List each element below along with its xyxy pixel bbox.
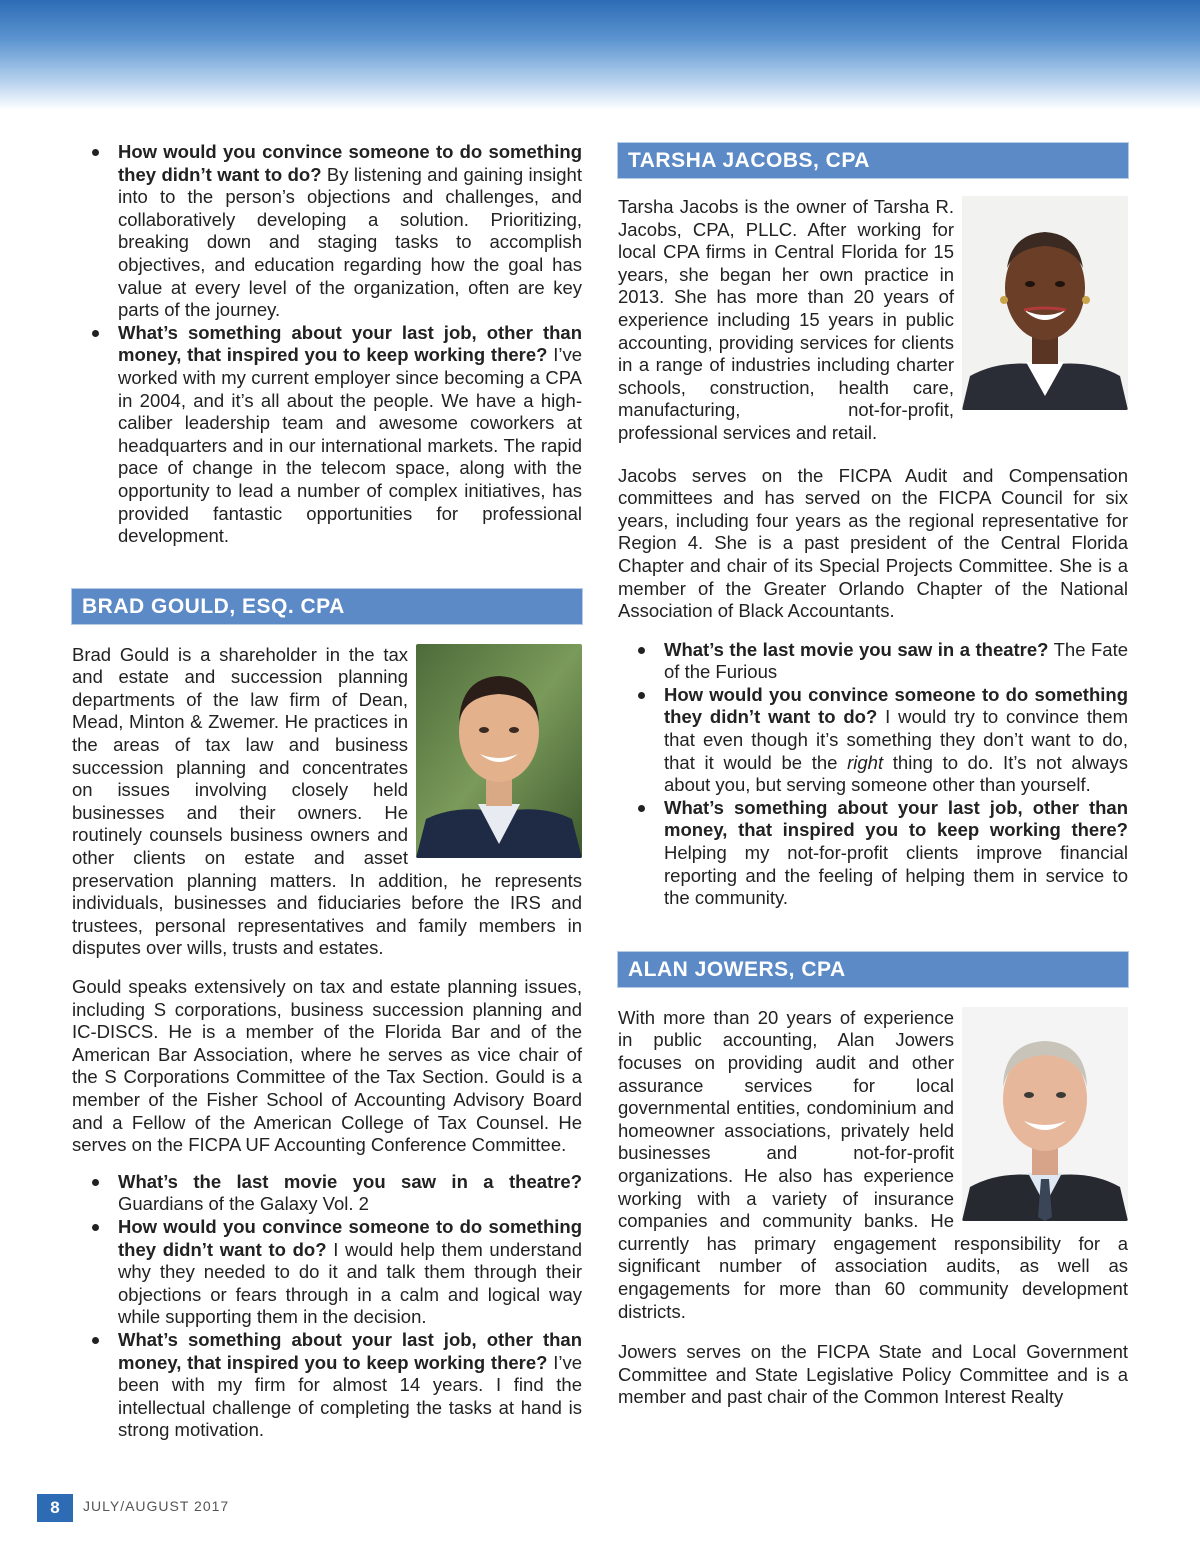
portrait-image bbox=[962, 1007, 1128, 1221]
alan-jowers-bio bbox=[618, 1007, 1128, 1409]
answer: The Fate of the Furious bbox=[664, 638, 1128, 683]
left-column bbox=[72, 141, 582, 1442]
answer: I’ve been with my firm for almost 14 years. I find the intellectual challenge of completing the tasks at hand is strong motivation. bbox=[118, 1351, 582, 1441]
question: What’s something about your last job, other than money, that inspired you to keep working there? bbox=[118, 1328, 582, 1373]
list-item bbox=[118, 1216, 582, 1329]
list-item bbox=[118, 1171, 582, 1216]
right-column bbox=[618, 143, 1128, 1409]
alan-jowers-photo bbox=[962, 1007, 1128, 1221]
list-item bbox=[664, 639, 1128, 684]
answer: I’ve worked with my current employer since becoming a CPA in 2004, and it’s all about the people. We have a high-caliber leadership team and awesome coworkers at headquarters and in our international markets. The rapid pace of change in the telecom space, along with the opportunity to lead a number of complex initiatives, has provided fantastic opportunities for professional development. bbox=[118, 344, 582, 547]
question: What’s the last movie you saw in a theatre? bbox=[118, 1170, 582, 1192]
list-item bbox=[118, 1329, 582, 1442]
paragraph: Jacobs serves on the FICPA Audit and Compensation committees and has served on the FICPA Council for six years, including four years as the regional representative for Region 4. She is a past president of the Central Florida Chapter and chair of its Special Projects Committee. She is a member of the Greater Orlando Chapter of the National Association of Black Accountants. bbox=[618, 464, 1128, 622]
question: How would you convince someone to do something they didn’t want to do? bbox=[118, 1215, 582, 1260]
brad-gould-bio bbox=[72, 644, 582, 1157]
intro-qa-list bbox=[72, 141, 582, 548]
top-gradient-band bbox=[0, 0, 1200, 110]
answer: I would try to convince them that even though it’s something they don’t want to do, that it would be the bbox=[664, 706, 1128, 773]
tarsha-jacobs-photo bbox=[962, 196, 1128, 410]
brad-gould-photo bbox=[416, 644, 582, 858]
section-header-alan-jowers: ALAN JOWERS, CPA bbox=[618, 952, 1128, 987]
answer: I would help them understand why they needed to do it and talk them through their objections or fears through in a calm and logical way while supporting them in the decision. bbox=[118, 1238, 582, 1328]
paragraph: Tarsha Jacobs is the owner of Tarsha R. Jacobs, CPA, PLLC. After working for local CPA firms in Central Florida for 15 years, she began her own practice in 2013. She has more than 20 years of experience including 15 years in public accounting, providing services for clients in a range of industries including charter schools, construction, health care, manufacturing, not-for-profit, professional services and retail. bbox=[618, 196, 954, 443]
answer: Helping my not-for-profit clients improve financial reporting and the feeling of helping them in service to the community. bbox=[664, 842, 1128, 909]
list-item bbox=[118, 322, 582, 548]
list-item bbox=[664, 684, 1128, 797]
question: How would you convince someone to do something they didn’t want to do? bbox=[118, 141, 582, 185]
question: What’s the last movie you saw in a theatre? bbox=[664, 638, 1049, 660]
list-item bbox=[664, 797, 1128, 910]
tarsha-qa-list bbox=[618, 639, 1128, 910]
question: How would you convince someone to do something they didn’t want to do? bbox=[664, 683, 1128, 728]
paragraph: Jowers serves on the FICPA State and Local Government Committee and State Legislative Policy Committee and is a member and past chair of the Common Interest Realty bbox=[618, 1341, 1128, 1408]
issue-date: JULY/AUGUST 2017 bbox=[83, 1498, 230, 1514]
section-header-brad-gould: BRAD GOULD, ESQ. CPA bbox=[72, 589, 582, 624]
page-number: 8 bbox=[37, 1494, 73, 1522]
paragraph: With more than 20 years of experience in public accounting, Alan Jowers focuses on providing audit and other assurance services for local governmental entities, condominium and homeowner associations, privately held businesses and not-for-profit organizations. He also has experience working with a variety of insurance companies and community banks. He currently has primary engagement responsibility for a significant number of association audits, as well as engagements for more than 60 community development districts. bbox=[618, 1006, 1128, 1322]
portrait-image bbox=[962, 196, 1128, 410]
paragraph: Brad Gould is a shareholder in the tax and estate and succession planning departments of the law firm of Dean, Mead, Minton & Zwemer. He practices in the areas of tax law and business succession planning and concentrates on issues involving closely held businesses and their owners. He routinely counsels business owners and other clients on estate and asset preservation planning matters. In addition, he represents individuals, businesses and fiduciaries before the IRS and trustees, personal representatives and family members in disputes over wills, trusts and estates. bbox=[72, 643, 582, 959]
list-item bbox=[118, 141, 582, 322]
question: What’s something about your last job, other than money, that inspired you to keep working there? bbox=[118, 321, 582, 366]
tarsha-jacobs-bio bbox=[618, 196, 1128, 623]
answer: thing to do. It’s not always about you, but serving someone other than yourself. bbox=[664, 751, 1128, 796]
brad-qa-list bbox=[72, 1171, 582, 1442]
section-header-tarsha-jacobs: TARSHA JACOBS, CPA bbox=[618, 143, 1128, 178]
portrait-image bbox=[416, 644, 582, 858]
answer: By listening and gaining insight into to the person’s objections and challenges, and collaboratively developing a solution. Prioritizing, breaking down and staging tasks to accomplish objectives, and education regarding how the goal has value at every level of the organization, often are key parts of the journey. bbox=[118, 163, 582, 321]
answer: Guardians of the Galaxy Vol. 2 bbox=[118, 1193, 369, 1215]
paragraph: Gould speaks extensively on tax and estate planning issues, including S corporations, business succession planning and IC-DISCS. He is a member of the Florida Bar and of the American Bar Association, where he serves as vice chair of the S Corporations Committee of the Tax Section. Gould is a member of the Fisher School of Accounting Advisory Board and a Fellow of the American College of Tax Counsel. He serves on the FICPA UF Accounting Conference Committee. bbox=[72, 976, 582, 1156]
question: What’s something about your last job, other than money, that inspired you to keep working there? bbox=[664, 796, 1128, 841]
answer-emphasis: right bbox=[847, 751, 884, 773]
